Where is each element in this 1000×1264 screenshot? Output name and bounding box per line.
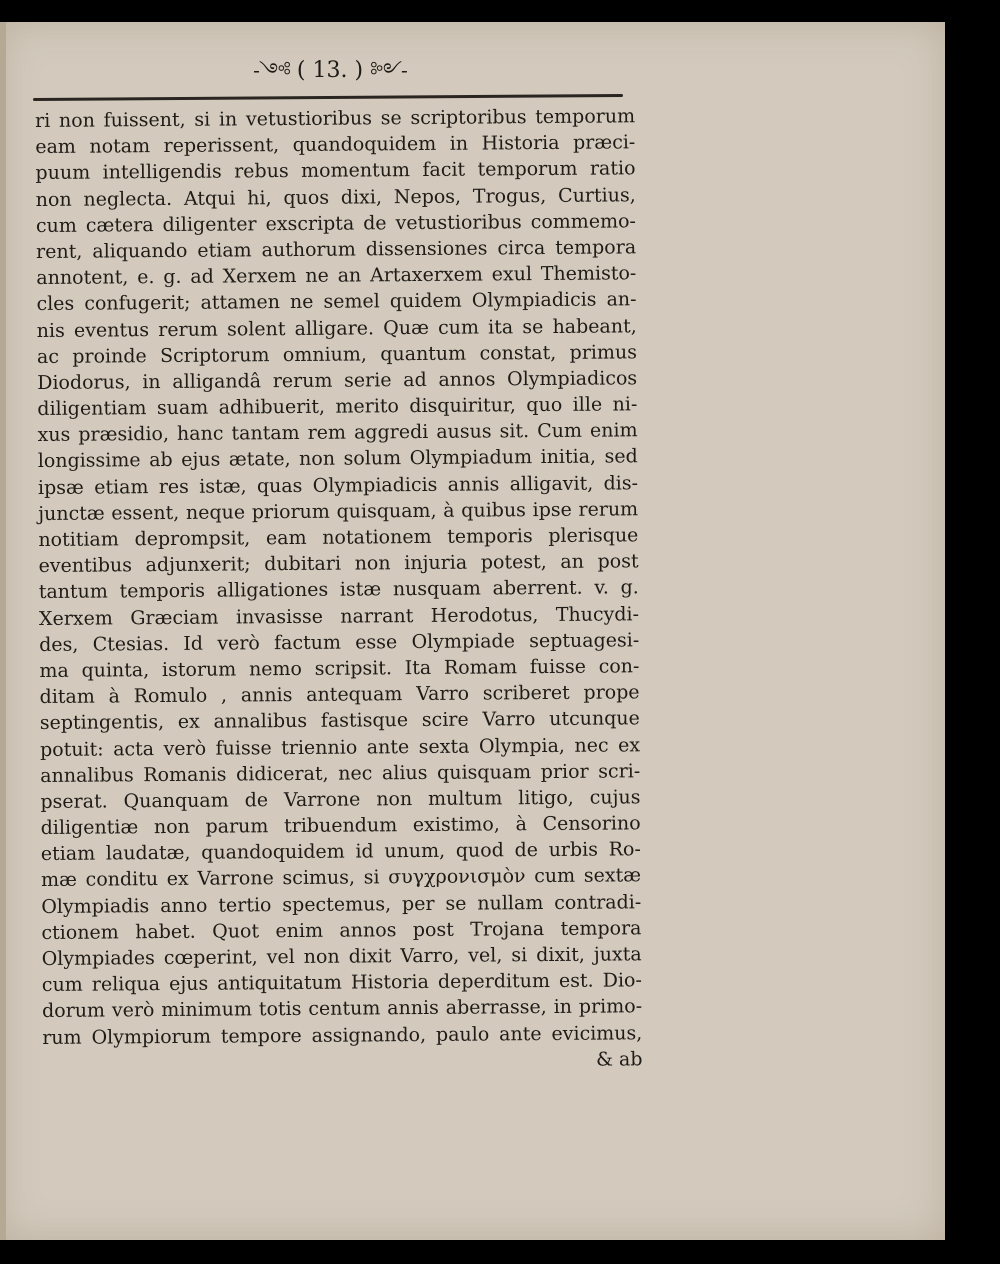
text-line: ipsæ etiam res istæ, quas Olympiadicis annis alligavit, dis-	[37, 471, 639, 499]
text-line: ditam à Romulo , annis antequam Varro scriberet prope	[39, 681, 640, 709]
text-line: des, Ctesias. Id verò factum esse Olympiade septuagesi-	[39, 629, 640, 656]
body-text	[35, 103, 643, 1077]
text-line: cum cætera diligenter exscripta de vetustioribus commemo-	[35, 210, 636, 237]
text-line: potuit: acta verò fuisse triennio ante sexta Olympia, nec ex	[39, 733, 641, 761]
text-line: diligentiæ non parum tribuendum existimo, à Censorino	[40, 812, 641, 840]
text-line: dorum verò minimum totis centum annis aberrasse, in primo-	[42, 995, 643, 1023]
text-line: eventibus adjunxerit; dubitari non injuria potest, an post	[38, 550, 639, 578]
text-line: pserat. Quanquam de Varrone non multum litigo, cujus	[40, 786, 641, 813]
text-line: ctionem habet. Quot enim annos post Trojana tempora	[41, 917, 642, 944]
catchword: & ab	[595, 1048, 643, 1071]
text-line: rent, aliquando etiam authorum dissensiones circa tempora	[36, 236, 637, 263]
text-line: ac proinde Scriptorum omnium, quantum constat, primus	[36, 340, 638, 368]
text-line: annotent, e. g. ad Xerxem ne an Artaxerxem exul Themisto-	[36, 262, 637, 290]
text-line: mæ conditu ex Varrone scimus, si συγχρονισμὸν cum sextæ	[40, 864, 642, 892]
text-line: longissime ab ejus ætate, non solum Olympiadum initia, sed	[37, 445, 638, 473]
text-line: etiam laudatæ, quandoquidem id unum, quod de urbis Ro-	[40, 838, 641, 866]
text-line: puum intelligendis rebus momentum facit temporum ratio	[35, 157, 636, 185]
text-line: Diodorus, in alligandâ rerum serie ad annos Olympiadicos	[37, 367, 638, 394]
text-line: rum Olympiorum tempore assignando, paulo ante evicimus,	[42, 1021, 643, 1049]
page-edge	[0, 22, 6, 1240]
text-line: cles confugerit; attamen ne semel quidem Olympiadicis an-	[36, 288, 637, 316]
text-line: cum reliqua ejus antiquitatum Historia deperditum est. Dio-	[41, 969, 642, 997]
text-line: tantum temporis alligationes istæ nusquam aberrent. v. g.	[38, 576, 639, 604]
page-number: ( 13. )	[296, 58, 364, 83]
text-line: notitiam deprompsit, eam notationem temporis plerisque	[38, 524, 639, 551]
text-line: annalibus Romanis didicerat, nec alius quisquam prior scri-	[40, 759, 641, 787]
text-line: junctæ essent, neque priorum quisquam, à quibus ipse rerum	[38, 498, 639, 525]
text-line: ma quinta, istorum nemo scripsit. Ita Romam fuisse con-	[39, 655, 640, 682]
text-line: xus præsidio, hanc tantam rem aggredi ausus sit. Cum enim	[37, 419, 638, 447]
text-line: septingentis, ex annalibus fastisque scire Varro utcunque	[39, 707, 640, 735]
header-ornament-left: -༺	[253, 58, 290, 82]
text-line: Xerxem Græciam invasisse narrant Herodotus, Thucydi-	[38, 602, 640, 630]
header-ornament-right: ༻-	[370, 58, 407, 82]
text-line: Olympiades cœperint, vel non dixit Varro, vel, si dixit, juxta	[41, 943, 642, 970]
text-line: diligentiam suam adhibuerit, merito disquiritur, quo ille ni-	[37, 393, 638, 421]
text-line: eam notam reperissent, quandoquidem in Historia præci-	[35, 131, 636, 159]
text-line: Olympiadis anno tertio spectemus, per se nullam contradi-	[41, 890, 642, 918]
text-line: non neglecta. Atqui hi, quos dixi, Nepos, Trogus, Curtius,	[35, 183, 636, 211]
text-line: ri non fuissent, si in vetustioribus se scriptoribus temporum	[35, 105, 636, 132]
text-line: nis eventus rerum solent alligare. Quæ cum ita se habeant,	[36, 314, 637, 342]
